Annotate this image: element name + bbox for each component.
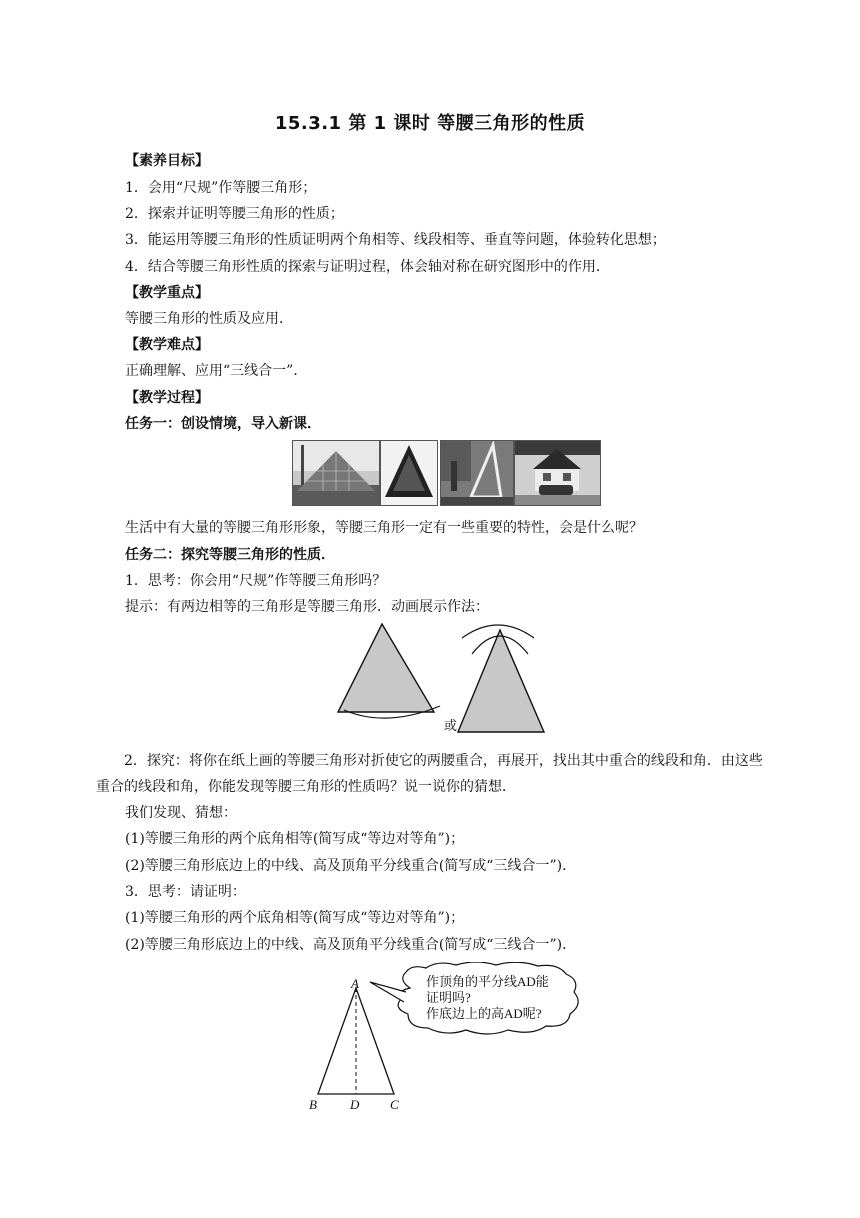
property-1-proof: (1)等腰三角形的两个底角相等(简写成“等边对等角”)； (125, 910, 465, 926)
bubble-tail (370, 982, 406, 1002)
construction-figure (330, 616, 560, 738)
bubble-line-3: 作底边上的高AD呢? (426, 1006, 542, 1021)
key-text: 等腰三角形的性质及应用． (125, 311, 293, 327)
label-a: A (351, 976, 359, 991)
explore-text: 2．探究：将你在纸上画的等腰三角形对折使它的两腰重合，再展开，找出其中重合的线段和角．由这些重合的线段和角，你能发现等腰三角形的性质吗？说一说你的猜想． (96, 753, 763, 795)
key-heading: 【教学重点】 (125, 285, 209, 301)
think3-text: 3．思考：请证明： (125, 884, 246, 900)
discover-text: 我们发现、猜想： (125, 805, 237, 821)
intro-text: 生活中有大量的等腰三角形形象，等腰三角形一定有一些重要的特性，会是什么呢？ (125, 520, 643, 536)
bubble-line-1: 作顶角的平分线AD能 (426, 974, 549, 989)
photo-glass-pyramid (292, 440, 380, 506)
label-b: B (309, 1097, 317, 1112)
goal-item-1: 1．会用“尺规”作等腰三角形； (125, 180, 317, 196)
difficulty-text: 正确理解、应用“三线合一”． (125, 363, 308, 379)
goal-item-3: 3．能运用等腰三角形的性质证明两个角相等、线段相等、垂直等问题，体验转化思想； (125, 232, 666, 248)
page-title: 15.3.1 第 1 课时 等腰三角形的性质 (274, 113, 586, 134)
or-label: 或 (444, 718, 458, 733)
property-2: (2)等腰三角形底边上的中线、高及顶角平分线重合(简写成“三线合一”)． (125, 858, 577, 874)
task2-heading: 任务二：探究等腰三角形的性质． (125, 547, 335, 563)
think1-text: 1．思考：你会用“尺规”作等腰三角形吗？ (125, 573, 387, 589)
property-2-proof: (2)等腰三角形底边上的中线、高及顶角平分线重合(简写成“三线合一”)． (125, 937, 577, 953)
photo-triangle-sculpture (440, 440, 514, 506)
label-c: C (390, 1097, 399, 1112)
constructed-triangle-right (458, 630, 544, 732)
constructed-triangle-left (338, 624, 434, 712)
task1-heading: 任务一：创设情境，导入新课． (125, 416, 321, 432)
goal-item-2: 2．探索并证明等腰三角形的性质； (125, 206, 344, 222)
label-d: D (350, 1097, 360, 1112)
hint-text: 提示：有两边相等的三角形是等腰三角形．动画展示作法： (125, 599, 489, 615)
isosceles-figure (300, 962, 590, 1114)
photo-house (514, 440, 601, 506)
photo-warning-sign (380, 440, 438, 506)
explore-paragraph (96, 748, 776, 800)
difficulty-heading: 【教学难点】 (125, 337, 209, 353)
process-heading: 【教学过程】 (125, 390, 209, 406)
goals-heading: 【素养目标】 (125, 153, 209, 169)
bubble-line-2: 证明吗? (426, 990, 471, 1005)
property-1: (1)等腰三角形的两个底角相等(简写成“等边对等角”)； (125, 831, 465, 847)
goal-item-4: 4．结合等腰三角形性质的探索与证明过程，体会轴对称在研究图形中的作用． (125, 259, 610, 275)
